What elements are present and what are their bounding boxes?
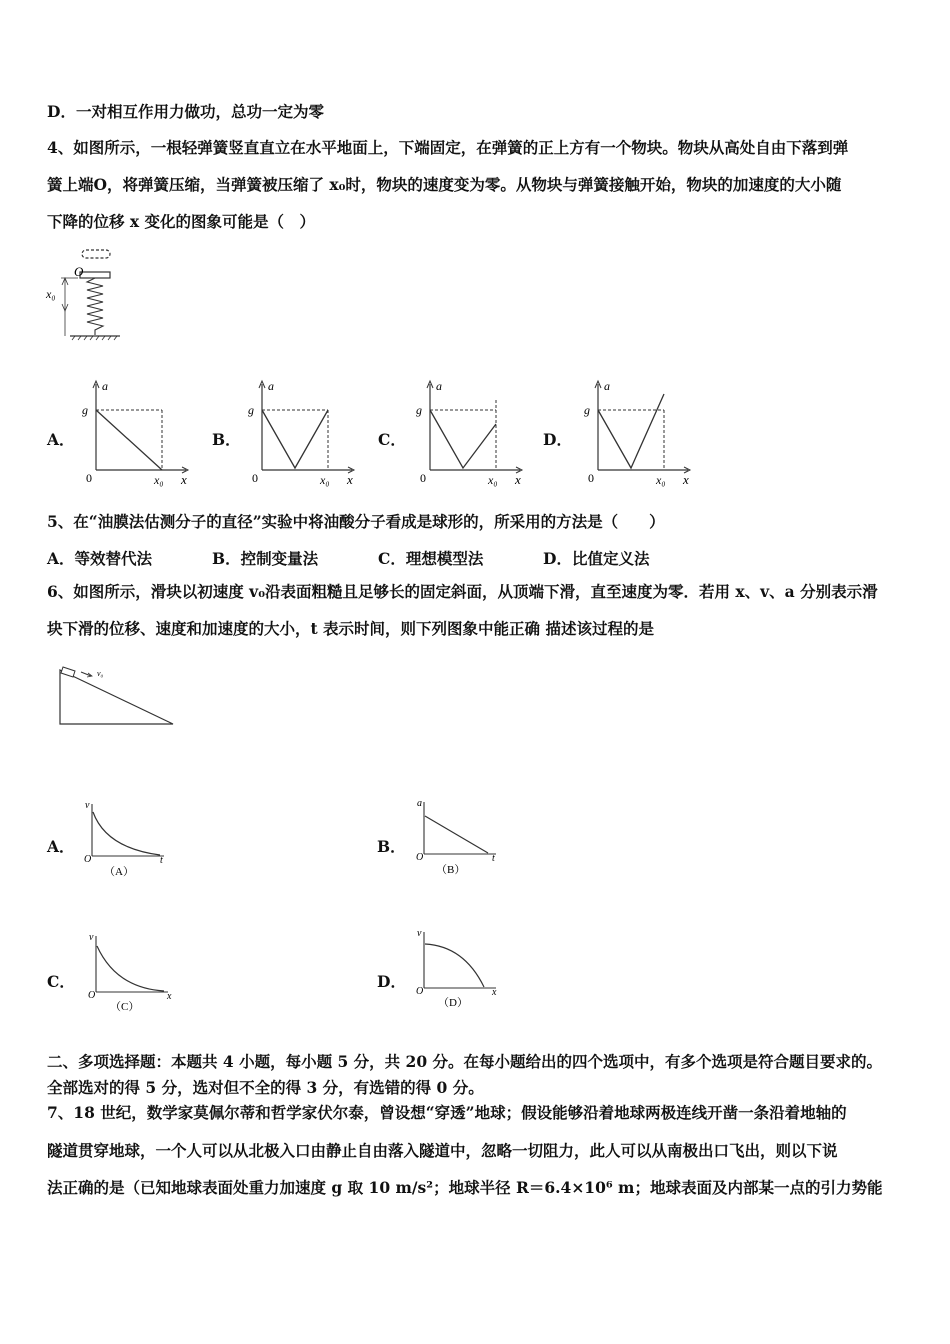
question-4-line-1: 4、如图所示，一根轻弹簧竖直直立在水平地面上，下端固定，在弹簧的正上方有一个物块。物块从高处自由下落到弹 — [47, 138, 849, 157]
section-2-header-line-2: 全部选对的得 5 分，选对但不全的得 3 分，有选错的得 0 分。 — [47, 1078, 484, 1097]
spring-figure — [40, 245, 130, 345]
label-t: t — [492, 853, 495, 864]
q5-option-c[interactable]: C．理想模型法 — [378, 549, 484, 568]
section-2-header-line-1: 二、多项选择题：本题共 4 小题，每小题 5 分，共 20 分。在每小题给出的四个选项中，有多个选项是符合题目要求的。 — [47, 1052, 883, 1071]
question-7-line-1: 7、18 世纪，数学家莫佩尔蒂和哲学家伏尔泰，曾设想“穿透”地球；假设能够沿着地球两极连线开凿一条沿着地轴的 — [47, 1103, 847, 1122]
q4-graph-d — [580, 378, 700, 488]
caption-b: （B） — [436, 864, 466, 876]
label-x0: x₀ — [656, 473, 666, 487]
label-t: t — [160, 855, 163, 866]
caption-d: （D） — [438, 997, 468, 1009]
q5-option-d[interactable]: D．比值定义法 — [543, 549, 650, 568]
label-g: g — [248, 403, 254, 417]
q6-graph-d — [412, 926, 512, 1016]
q4-option-a-label[interactable]: A． — [47, 430, 75, 449]
question-4-line-3: 下降的位移 x 变化的图象可能是（ ） — [47, 212, 316, 231]
q4-graph-a — [78, 378, 198, 488]
caption-a: （A） — [104, 866, 134, 878]
label-x: x — [181, 472, 187, 487]
label-v: v — [417, 928, 422, 939]
label-x: x — [492, 987, 497, 998]
label-a: a — [604, 379, 610, 393]
label-x: x — [167, 991, 172, 1002]
q6-option-b-label[interactable]: B． — [377, 837, 406, 856]
label-g: g — [82, 403, 88, 417]
label-zero: 0 — [252, 471, 258, 485]
label-a: a — [417, 798, 422, 809]
q4-option-d-label[interactable]: D． — [543, 430, 572, 449]
caption-c: （C） — [110, 1001, 140, 1013]
label-x: x — [347, 472, 353, 487]
q4-graph-b — [244, 378, 364, 488]
label-O: O — [84, 854, 92, 865]
question-5: 5、在“油膜法估测分子的直径”实验中将油酸分子看成是球形的，所采用的方法是（ ） — [47, 512, 665, 531]
label-O: O — [416, 986, 424, 997]
label-O: O — [416, 852, 424, 863]
q4-graph-c — [412, 378, 532, 488]
q5-option-b[interactable]: B．控制变量法 — [212, 549, 319, 568]
label-x: x — [683, 472, 689, 487]
label-zero: 0 — [588, 471, 594, 485]
label-v: v — [89, 932, 94, 943]
q4-option-b-label[interactable]: B． — [212, 430, 241, 449]
label-zero: 0 — [420, 471, 426, 485]
q4-option-c-label[interactable]: C． — [378, 430, 406, 449]
option-d-q3: D．一对相互作用力做功，总功一定为零 — [47, 102, 324, 121]
label-O: O — [88, 990, 96, 1001]
question-6-line-2: 块下滑的位移、速度和加速度的大小，t 表示时间，则下列图象中能正确 描述该过程的是 — [47, 619, 654, 638]
label-zero: 0 — [86, 471, 92, 485]
label-x0: x₀ — [488, 473, 498, 487]
label-O: O — [74, 264, 84, 279]
question-4-line-2: 簧上端O，将弹簧压缩，当弹簧被压缩了 x₀时，物块的速度变为零。从物块与弹簧接触开始，物块的加速度的大小随 — [47, 175, 842, 194]
q6-graph-b — [412, 796, 512, 881]
q6-option-c-label[interactable]: C． — [47, 972, 75, 991]
label-g: g — [416, 403, 422, 417]
q6-graph-c — [84, 930, 184, 1015]
label-v: v — [85, 800, 90, 811]
label-x0: x₀ — [154, 473, 164, 487]
q6-option-d-label[interactable]: D． — [377, 972, 406, 991]
label-x: x — [515, 472, 521, 487]
label-v0: v₀ — [97, 669, 104, 678]
label-x0: x₀ — [320, 473, 330, 487]
label-x0: x₀ — [46, 287, 56, 301]
label-a: a — [102, 379, 108, 393]
label-g: g — [584, 403, 590, 417]
question-7-line-3: 法正确的是（已知地球表面处重力加速度 g 取 10 m/s²；地球半径 R＝6.4×10⁶ m；地球表面及内部某一点的引力势能 — [47, 1178, 883, 1197]
incline-figure — [55, 662, 185, 732]
label-a: a — [268, 379, 274, 393]
question-7-line-2: 隧道贯穿地球，一个人可以从北极入口由静止自由落入隧道中，忽略一切阻力，此人可以从南极出口飞出，则以下说 — [47, 1141, 838, 1160]
question-6-line-1: 6、如图所示，滑块以初速度 v₀沿表面粗糙且足够长的固定斜面，从顶端下滑，直至速度为零．若用 x、v、a 分别表示滑 — [47, 582, 878, 601]
q5-option-a[interactable]: A．等效替代法 — [47, 549, 153, 568]
label-a: a — [436, 379, 442, 393]
q6-option-a-label[interactable]: A． — [47, 837, 75, 856]
q6-graph-a — [80, 798, 180, 883]
